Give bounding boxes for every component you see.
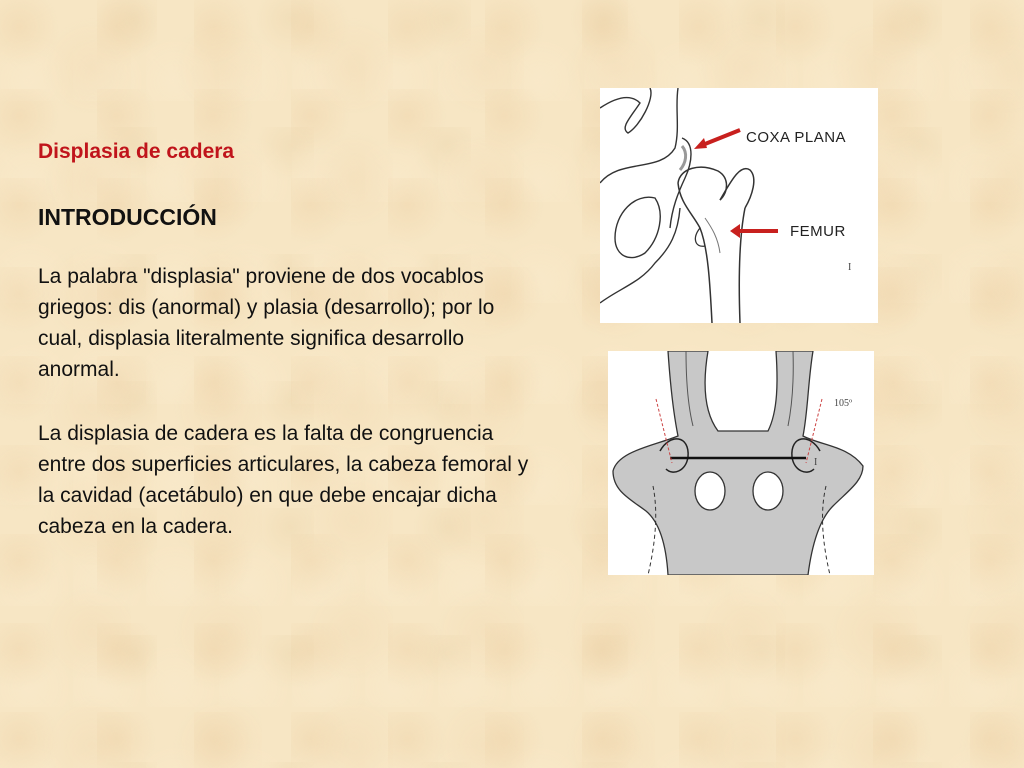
label-femur: FEMUR [790, 223, 846, 240]
figure-mark: I [848, 262, 852, 273]
pelvis-drawing [608, 351, 874, 575]
pelvis-angle-illustration [608, 351, 874, 575]
slide-text [38, 140, 538, 575]
hip-joint-illustration [600, 88, 878, 323]
section-heading: INTRODUCCIÓN [38, 204, 217, 230]
label-coxa-plana: COXA PLANA [746, 129, 847, 146]
hip-joint-drawing [600, 88, 878, 323]
slide-title: Displasia de cadera [38, 140, 235, 163]
figure-mark-bottom: I [814, 457, 818, 468]
paragraph-definition: La displasia de cadera es la falta de congruencia entre dos superficies articulares, la cabeza femoral y la cavidad (acetábulo) en que debe encajar dicha cabeza en la cadera. [38, 422, 529, 538]
angle-label: 105º [834, 398, 853, 409]
paragraph-etymology: La palabra "displasia" proviene de dos vocablos griegos: dis (anormal) y plasia (desarrollo); por lo cual, displasia literalmente significa desarrollo anormal. [38, 265, 495, 381]
